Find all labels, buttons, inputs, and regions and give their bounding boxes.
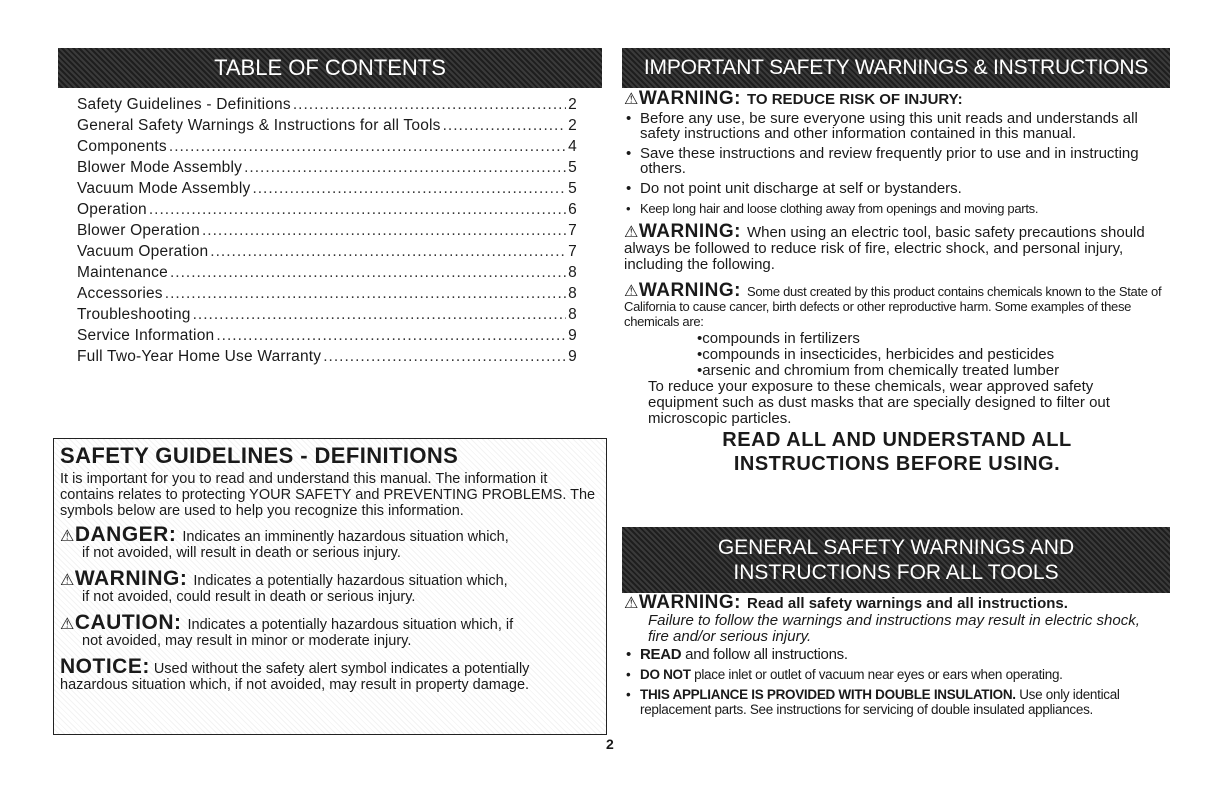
toc-entry bbox=[77, 138, 577, 159]
safety-guidelines-box bbox=[53, 438, 607, 735]
toc-entry-page: 6 bbox=[568, 201, 577, 218]
table-of-contents bbox=[77, 96, 577, 369]
danger-definition bbox=[60, 523, 600, 561]
general-safety-section bbox=[622, 594, 1172, 722]
toc-entry-page: 2 bbox=[568, 96, 577, 113]
warning2-signal: WARNING: bbox=[638, 221, 741, 242]
chemical-examples-list bbox=[697, 331, 1172, 379]
toc-entry-title: Vacuum Mode Assembly bbox=[77, 180, 251, 197]
chemical-example: • arsenic and chromium from chemically treated lumber bbox=[697, 363, 1172, 379]
danger-line2: if not avoided, will result in death or serious injury. bbox=[82, 545, 401, 561]
toc-leader-dots bbox=[210, 243, 566, 261]
toc-leader-dots bbox=[293, 96, 566, 114]
warning1-signal: WARNING: bbox=[638, 88, 741, 109]
toc-entry bbox=[77, 306, 577, 327]
bullet-lead: READ bbox=[640, 646, 682, 663]
toc-leader-dots bbox=[443, 117, 567, 135]
warning3-signal: WARNING: bbox=[638, 280, 741, 301]
list-item: • Before any use, be sure everyone using this unit reads and understands all safety instructions and other information contained in this manual. bbox=[622, 111, 1172, 141]
toc-entry-title: Blower Operation bbox=[77, 222, 200, 239]
caution-line1: Indicates a potentially hazardous situation which, if bbox=[187, 617, 514, 633]
toc-entry bbox=[77, 348, 577, 369]
page-number: 2 bbox=[606, 736, 614, 752]
toc-entry-page: 8 bbox=[568, 285, 577, 302]
warning-line1: Indicates a potentially hazardous situation which, bbox=[193, 573, 508, 589]
warning-line2: if not avoided, could result in death or serious injury. bbox=[82, 589, 416, 605]
toc-leader-dots bbox=[193, 306, 567, 324]
notice-definition bbox=[60, 655, 600, 693]
warning1-bullets bbox=[622, 111, 1172, 216]
bullet-rest: place inlet or outlet of vacuum near eyes or ears when operating. bbox=[690, 667, 1063, 682]
toc-entry-page: 9 bbox=[568, 327, 577, 344]
toc-entry-page: 8 bbox=[568, 264, 577, 281]
toc-entry bbox=[77, 159, 577, 180]
toc-entry bbox=[77, 117, 577, 138]
warning3-text: Some dust created by this product contains chemicals known to the State of California to cause cancer, birth defects or other reproductive harm. Some examples of these chemicals are: bbox=[624, 284, 1162, 329]
toc-leader-dots bbox=[170, 264, 566, 282]
toc-entry-page: 7 bbox=[568, 222, 577, 239]
general-safety-banner bbox=[622, 527, 1170, 593]
list-item bbox=[622, 687, 1172, 717]
toc-entry-page: 9 bbox=[568, 348, 577, 365]
alert-triangle-icon: ⚠ bbox=[624, 283, 639, 300]
alert-triangle-icon: ⚠ bbox=[624, 595, 639, 612]
toc-leader-dots bbox=[216, 327, 566, 345]
toc-entry-title: Operation bbox=[77, 201, 147, 218]
toc-entry bbox=[77, 180, 577, 201]
danger-signal: DANGER: bbox=[74, 523, 177, 546]
warning-definition bbox=[60, 567, 600, 605]
chemical-example: • compounds in fertilizers bbox=[697, 331, 1172, 347]
bullet-rest: Use only identical replacement parts. See instructions for servicing of double insulated appliances. bbox=[640, 687, 1120, 717]
toc-entry bbox=[77, 222, 577, 243]
important-safety-banner bbox=[622, 48, 1170, 88]
general-safety-bullets bbox=[622, 647, 1172, 717]
toc-leader-dots bbox=[149, 201, 566, 219]
warning2 bbox=[622, 221, 1172, 273]
bullet-lead: DO NOT bbox=[640, 667, 691, 682]
bullet-lead: THIS APPLIANCE IS PROVIDED WITH DOUBLE INSULATION. bbox=[640, 687, 1016, 702]
toc-leader-dots bbox=[165, 285, 566, 303]
toc-leader-dots bbox=[244, 159, 566, 177]
read-all-line2: INSTRUCTIONS BEFORE USING. bbox=[733, 453, 1061, 475]
list-item: • Save these instructions and review frequently prior to use and in instructing others. bbox=[622, 146, 1172, 176]
toc-entry-page: 2 bbox=[568, 117, 577, 134]
toc-entry-page: 5 bbox=[568, 159, 577, 176]
caution-signal: CAUTION: bbox=[74, 611, 182, 634]
alert-triangle-icon: ⚠ bbox=[60, 572, 75, 589]
toc-entry-title: General Safety Warnings & Instructions for all Tools bbox=[77, 117, 441, 134]
toc-banner-title: TABLE OF CONTENTS bbox=[214, 55, 446, 80]
toc-entry bbox=[77, 243, 577, 264]
warning1-heading-text: TO REDUCE RISK OF INJURY: bbox=[747, 91, 963, 108]
general-safety-banner-line1: GENERAL SAFETY WARNINGS AND bbox=[717, 536, 1075, 559]
general-warning-italic: Failure to follow the warnings and instructions may result in electric shock, fire and/or serious injury. bbox=[648, 612, 1140, 645]
toc-entry-page: 8 bbox=[568, 306, 577, 323]
general-warning-signal: WARNING: bbox=[638, 592, 741, 613]
right-column bbox=[622, 90, 1172, 477]
warning1-heading bbox=[622, 90, 1172, 109]
toc-leader-dots bbox=[252, 180, 566, 198]
danger-line1: Indicates an imminently hazardous situation which, bbox=[182, 529, 509, 545]
important-safety-banner-title: IMPORTANT SAFETY WARNINGS & INSTRUCTIONS bbox=[643, 56, 1149, 79]
toc-entry-title: Vacuum Operation bbox=[77, 243, 209, 260]
warning3 bbox=[622, 280, 1172, 329]
toc-entry-title: Service Information bbox=[77, 327, 215, 344]
toc-entry bbox=[77, 201, 577, 222]
toc-leader-dots bbox=[323, 348, 566, 366]
alert-triangle-icon: ⚠ bbox=[60, 616, 75, 633]
alert-triangle-icon: ⚠ bbox=[624, 224, 639, 241]
warning2-text: When using an electric tool, basic safety precautions should always be followed to reduce risk of fire, electric shock, and personal injury, including the following. bbox=[624, 224, 1145, 273]
toc-entry-title: Blower Mode Assembly bbox=[77, 159, 243, 176]
toc-entry bbox=[77, 285, 577, 306]
general-warning-heading bbox=[622, 594, 1172, 613]
toc-entry-title: Accessories bbox=[77, 285, 163, 302]
warning-signal: WARNING: bbox=[74, 567, 188, 590]
toc-entry bbox=[77, 264, 577, 285]
caution-definition bbox=[60, 611, 600, 649]
reduce-exposure-text: To reduce your exposure to these chemicals, wear approved safety equipment such as dust masks that are specially designed to filter out microscopic particles. bbox=[648, 378, 1110, 427]
toc-leader-dots bbox=[202, 222, 566, 240]
toc-entry-page: 7 bbox=[568, 243, 577, 260]
read-all-line1: READ ALL AND UNDERSTAND ALL bbox=[722, 429, 1072, 451]
notice-text: Used without the safety alert symbol indicates a potentially hazardous situation which, if not avoided, may result in property damage. bbox=[60, 661, 530, 693]
alert-triangle-icon: ⚠ bbox=[60, 528, 75, 545]
toc-leader-dots bbox=[169, 138, 566, 156]
chemical-example: • compounds in insecticides, herbicides and pesticides bbox=[697, 347, 1172, 363]
toc-entry-page: 5 bbox=[568, 180, 577, 197]
toc-entry-title: Safety Guidelines - Definitions bbox=[77, 96, 291, 113]
toc-banner bbox=[58, 48, 602, 88]
toc-entry-title: Full Two-Year Home Use Warranty bbox=[77, 348, 322, 365]
toc-entry-page: 4 bbox=[568, 138, 577, 155]
safety-guidelines-title: SAFETY GUIDELINES - DEFINITIONS bbox=[60, 443, 459, 468]
general-safety-banner-line2: INSTRUCTIONS FOR ALL TOOLS bbox=[733, 561, 1059, 584]
list-item bbox=[622, 647, 1172, 662]
toc-entry bbox=[77, 327, 577, 348]
list-item bbox=[622, 667, 1172, 682]
list-item: • Do not point unit discharge at self or bystanders. bbox=[622, 181, 1172, 196]
list-item: • Keep long hair and loose clothing away from openings and moving parts. bbox=[622, 201, 1172, 216]
caution-line2: not avoided, may result in minor or moderate injury. bbox=[82, 633, 412, 649]
alert-triangle-icon: ⚠ bbox=[624, 91, 639, 108]
toc-entry-title: Maintenance bbox=[77, 264, 168, 281]
notice-signal: NOTICE: bbox=[60, 655, 150, 678]
toc-entry bbox=[77, 96, 577, 117]
general-warning-heading-text: Read all safety warnings and all instructions. bbox=[747, 595, 1068, 612]
toc-entry-title: Components bbox=[77, 138, 167, 155]
toc-entry-title: Troubleshooting bbox=[77, 306, 191, 323]
bullet-rest: and follow all instructions. bbox=[681, 646, 848, 663]
safety-guidelines-intro: It is important for you to read and understand this manual. The information it contains relates to protecting YOUR SAFETY and PREVENTING PROBLEMS. The symbols below are used to help you recognize this information. bbox=[60, 471, 596, 519]
